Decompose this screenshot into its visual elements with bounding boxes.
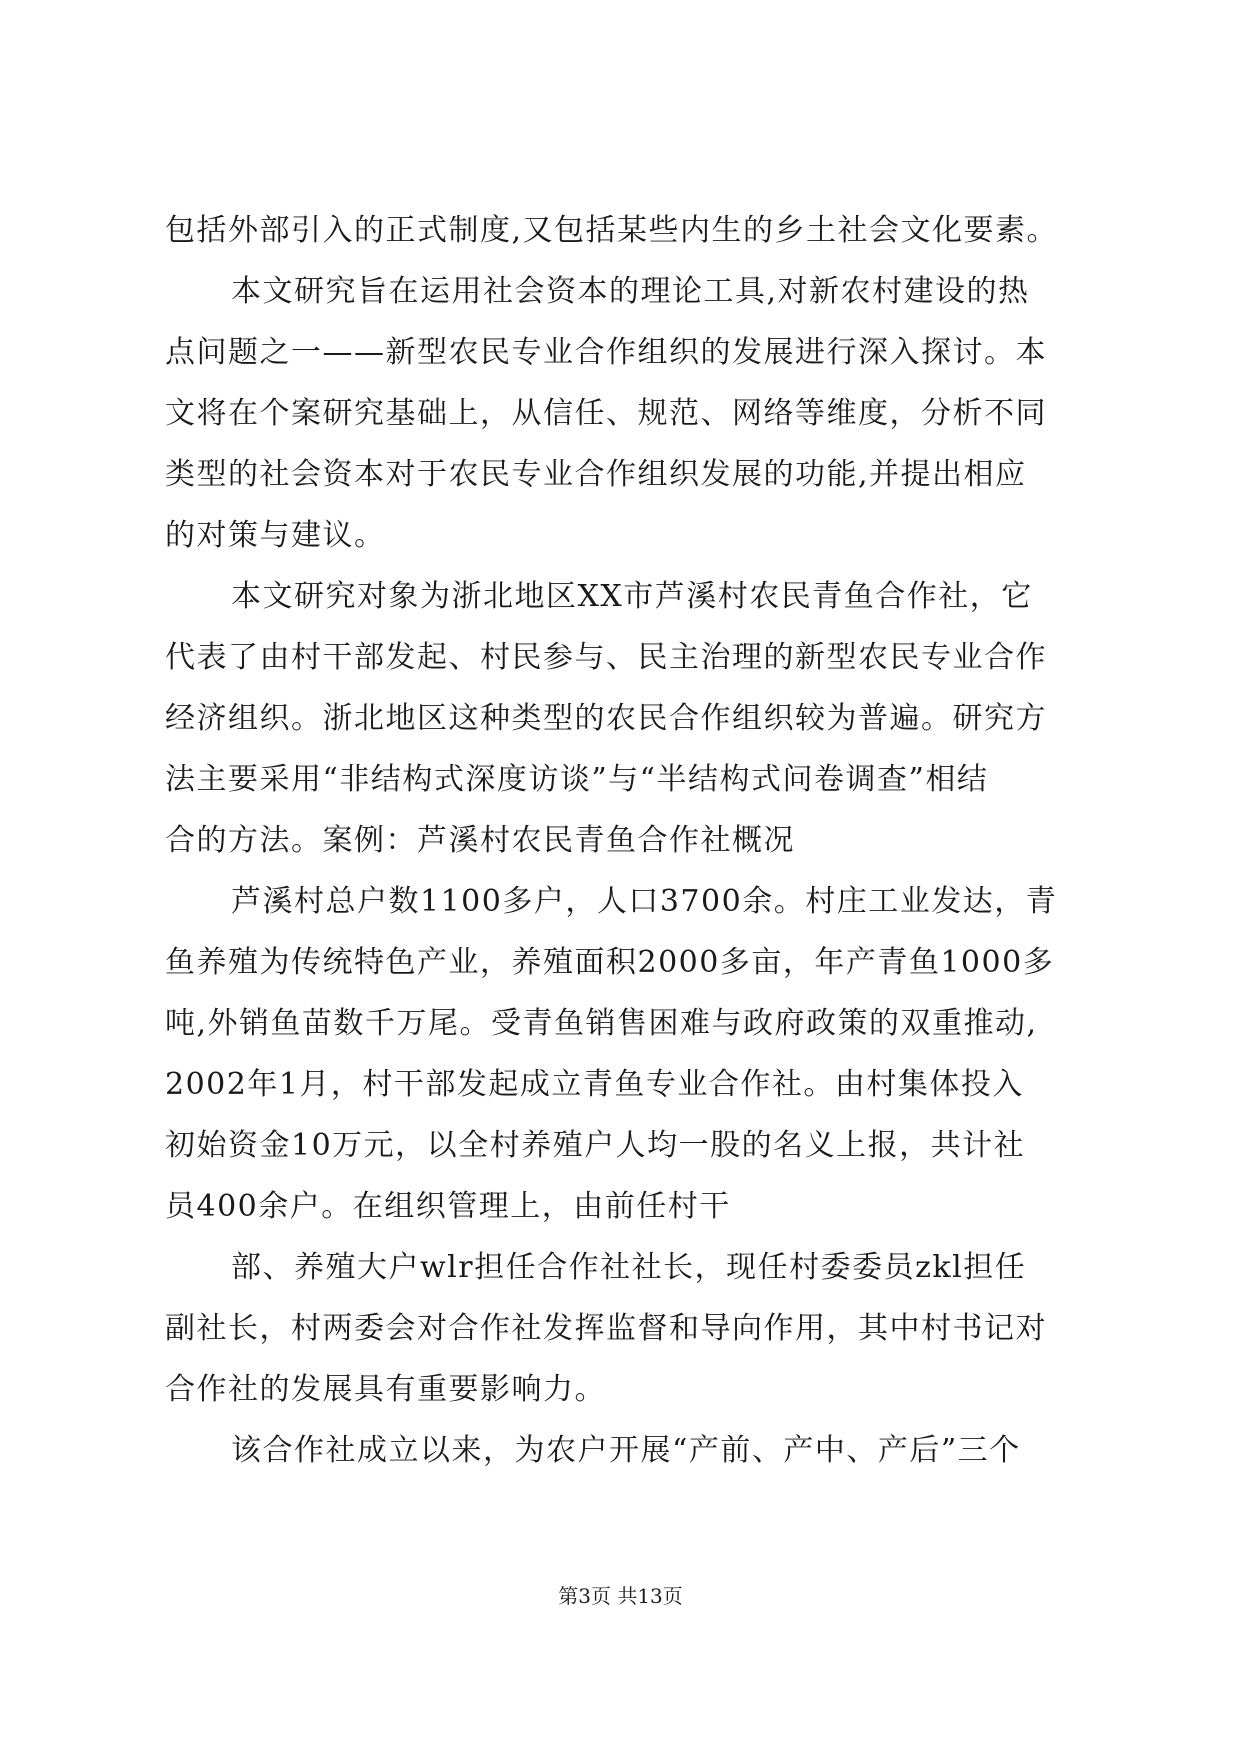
text-line: 合的方法。案例：芦溪村农民青鱼合作社概况	[165, 823, 795, 858]
text-line: 该合作社成立以来，为农户开展“产前、产中、产后”三个	[231, 1433, 1021, 1468]
text-line: 法主要采用“非结构式深度访谈”与“半结构式问卷调查”相结	[165, 762, 989, 797]
text-line: 包括外部引入的正式制度,又包括某些内生的乡土社会文化要素。	[165, 213, 1059, 248]
text-line: 员400余户。在组织管理上，由前任村干	[165, 1189, 731, 1224]
text-line: 文将在个案研究基础上，从信任、规范、网络等维度，分析不同	[165, 396, 1047, 431]
page-number: 第3页 共13页	[558, 1584, 683, 1608]
text-line: 初始资金10万元，以全村养殖户人均一股的名义上报，共计社	[165, 1128, 1026, 1163]
text-line: 吨,外销鱼苗数千万尾。受青鱼销售困难与政府政策的双重推动,	[165, 1006, 1038, 1041]
text-line: 类型的社会资本对于农民专业合作组织发展的功能,并提出相应	[165, 457, 1027, 492]
text-line: 本文研究对象为浙北地区XX市芦溪村农民青鱼合作社，它	[231, 579, 1033, 614]
text-line: 的对策与建议。	[165, 518, 386, 553]
text-line: 代表了由村干部发起、村民参与、民主治理的新型农民专业合作	[165, 640, 1047, 675]
text-line: 鱼养殖为传统特色产业，养殖面积2000多亩，年产青鱼1000多	[165, 945, 1055, 980]
text-line: 点问题之一——新型农民专业合作组织的发展进行深入探讨。本	[165, 335, 1047, 370]
text-line: 经济组织。浙北地区这种类型的农民合作组织较为普遍。研究方	[165, 701, 1047, 736]
text-line: 副社长，村两委会对合作社发挥监督和导向作用，其中村书记对	[165, 1311, 1047, 1346]
text-line: 本文研究旨在运用社会资本的理论工具,对新农村建设的热	[231, 274, 1030, 309]
text-line: 2002年1月，村干部发起成立青鱼专业合作社。由村集体投入	[165, 1067, 1024, 1102]
text-line: 部、养殖大户wlr担任合作社社长，现任村委委员zkl担任	[231, 1250, 1027, 1285]
text-line: 合作社的发展具有重要影响力。	[165, 1372, 606, 1407]
text-line: 芦溪村总户数1100多户，人口3700余。村庄工业发达，青	[231, 884, 1058, 919]
document-body	[165, 200, 1085, 1481]
